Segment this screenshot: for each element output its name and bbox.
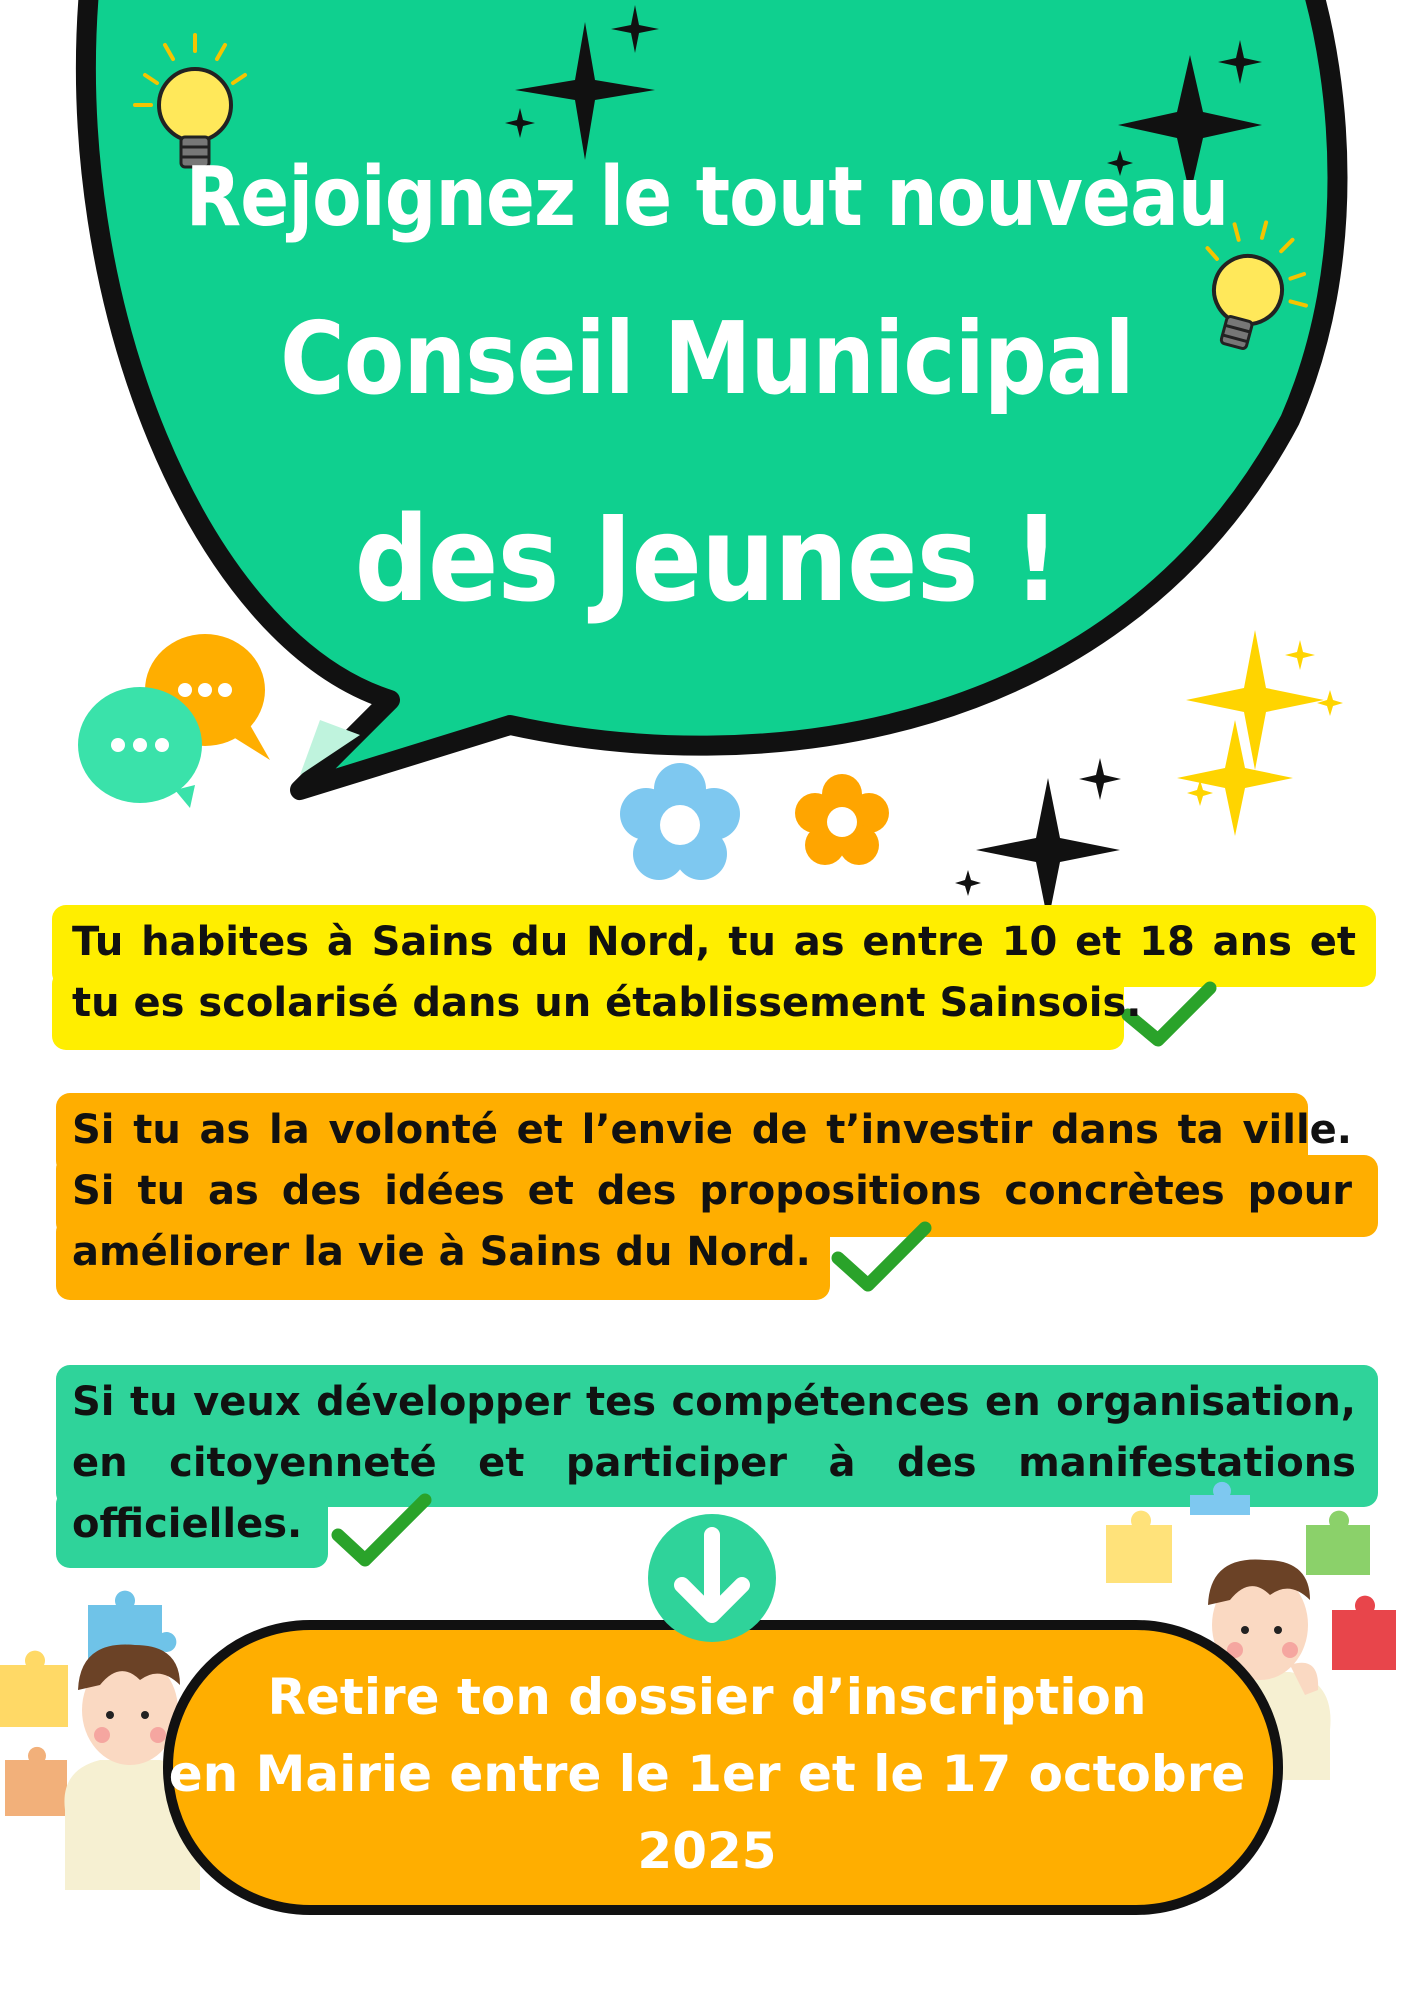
title-line-3: des Jeunes ! bbox=[354, 490, 1060, 628]
flower-icon bbox=[795, 774, 889, 865]
cta-line-2: en Mairie entre le 1er et le 17 octobre bbox=[168, 1745, 1246, 1803]
chat-bubble-icon bbox=[78, 634, 270, 808]
info-block-1-text: Tu habites à Sains du Nord, tu as entre 10 et 18 ans et tu es scolarisé dans un établissement Sainsois. bbox=[72, 919, 1356, 1026]
sparkle-icon bbox=[1177, 630, 1343, 836]
cta-line-1: Retire ton dossier d’inscription bbox=[267, 1668, 1147, 1726]
flower-icon bbox=[620, 763, 740, 880]
cta-line-3: 2025 bbox=[637, 1822, 777, 1880]
title-line-2: Conseil Municipal bbox=[280, 300, 1134, 417]
info-block-3-text: Si tu veux développer tes compétences en organisation, en citoyenneté et participer à des manifestations officielles. bbox=[72, 1379, 1356, 1547]
info-block-2-text: Si tu as la volonté et l’envie de t’investir dans ta ville. Si tu as des idées et des propositions concrètes pour améliorer la vie à Sains du Nord. bbox=[72, 1107, 1352, 1275]
title-line-1: Rejoignez le tout nouveau bbox=[185, 150, 1229, 245]
